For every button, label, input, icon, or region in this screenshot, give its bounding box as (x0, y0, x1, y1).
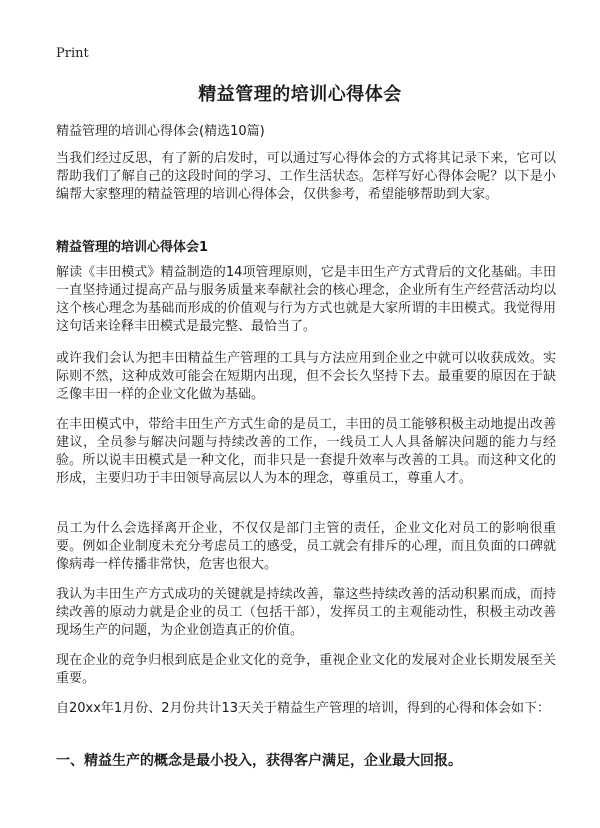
paragraph-4: 员工为什么会选择离开企业，不仅仅是部门主管的责任，企业文化对员工的影响很重要。例如企业制度未充分考虑员工的感受，员工就会有排斥的心理，而且负面的口碑就像病毒一样传播非常快，危害也很大。 (56, 521, 556, 572)
paragraph-1: 解读《丰田模式》精益制造的14项管理原则，它是丰田生产方式背后的文化基础。丰田一直坚持通过提高产品与服务质量来奉献社会的核心理念，企业所有生产经营活动均以这个核心理念为基础而形成的价值观与行为方式也就是大家所谓的丰田模式。我觉得用这句话来诠释丰田模式是最完整、最恰当了。 (56, 265, 556, 334)
print-label[interactable]: Print (56, 46, 89, 61)
intro-paragraph: 当我们经过反思，有了新的启发时，可以通过写心得体会的方式将其记录下来，它可以帮助我们了解自己的这段时间的学习、工作生活状态。怎样写好心得体会呢？以下是小编帮大家整理的精益管理的培训心得体会，仅供参考，希望能够帮助到大家。 (56, 151, 556, 202)
point-heading: 一、精益生产的概念是最小投入，获得客户满足，企业最大回报。 (56, 753, 462, 769)
paragraph-2: 或许我们会认为把丰田精益生产管理的工具与方法应用到企业之中就可以收获成效。实际则不然，这种成效可能会在短期内出现，但不会长久坚持下去。最重要的原因在于缺乏像丰田一样的企业文化做为基础。 (56, 351, 556, 402)
paragraph-7: 自20xx年1月份、2月份共计13天关于精益生产管理的培训，得到的心得和体会如下： (56, 701, 551, 716)
paragraph-6: 现在企业的竞争归根到底是企业文化的竞争，重视企业文化的发展对企业长期发展至关重要。 (56, 653, 556, 686)
paragraph-3: 在丰田模式中，带给丰田生产方式生命的是员工，丰田的员工能够积极主动地提出改善建议，全员参与解决问题与持续改善的工作，一线员工人人具备解决问题的能力与经验。所以说丰田模式是一种文化，而非只是一套提升效率与改善的工具。而这种文化的形成，主要归功于丰田领导高层以人为本的理念，尊重员工，尊重人才。 (56, 417, 556, 486)
section-heading: 精益管理的培训心得体会1 (56, 240, 209, 255)
paragraph-5: 我认为丰田生产方式成功的关键就是持续改善，靠这些持续改善的活动积累而成，而持续改善的原动力就是企业的员工（包括干部），发挥员工的主观能动性，积极主动改善现场生产的问题，为企业创造真正的价值。 (56, 587, 556, 638)
page-subtitle: 精益管理的培训心得体会(精选10篇) (56, 124, 265, 139)
page-title: 精益管理的培训心得体会 (198, 84, 402, 105)
